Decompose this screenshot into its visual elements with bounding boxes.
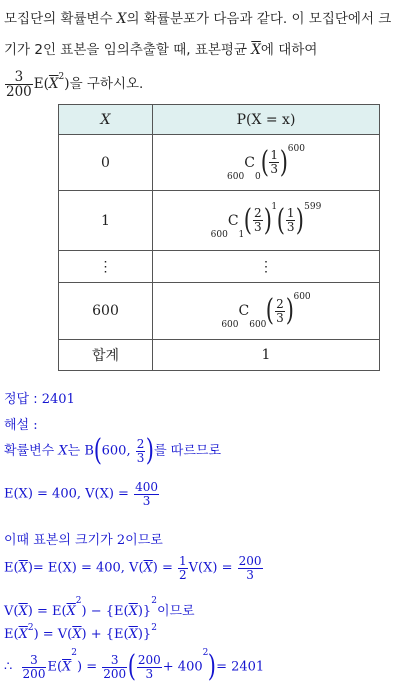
- problem-line-3: $\frac{3}{200}$ $E(\overline{X}^2)$을 구하시오.: [6, 69, 144, 101]
- cell-total-label: 합계: [59, 340, 153, 371]
- solution-step-2: E(X) = 400, V(X) = $\frac{400}{3}$: [4, 480, 158, 508]
- coefficient-fraction: [5, 70, 33, 99]
- table-row: [59, 283, 380, 340]
- table-row: [59, 251, 380, 283]
- answer-line: [4, 388, 396, 407]
- cell-total-value: 1: [153, 340, 380, 371]
- cell-probability: $_{600}C_0$( $\frac{1}{3}$ )$^{600}$: [153, 135, 380, 191]
- probability-distribution-table: [58, 104, 380, 371]
- cell-probability: $_{600}C_1$( $\frac{2}{3}$ )$^1$( $\frac{1}{3}$ )$^{599}$: [153, 191, 380, 251]
- solution-step-1: 확률변수 X는 B(600, $\frac{2}{3}$ )를 따르므로: [4, 433, 222, 468]
- sample-mean-symbol: $\overline{X}$: [48, 76, 59, 93]
- cell-x: 1: [59, 191, 153, 251]
- problem-statement: [4, 4, 396, 99]
- table-header-row: [59, 105, 380, 135]
- problem-text: 모집단의 확률변수: [4, 11, 117, 27]
- cell-probability: ⋮: [153, 251, 380, 283]
- problem-text: 의 확률분포가 다음과 같다. 이 모집단에서 크: [126, 11, 392, 27]
- solution-step-5: $V(\overline{X}) = E(\overline{X}^2) - \{E(\overline{X})\}^2$이므로: [4, 596, 195, 619]
- answer-value: 2401: [41, 392, 75, 407]
- cell-x: ⋮: [59, 251, 153, 283]
- cell-x: 0: [59, 135, 153, 191]
- expectation-symbol: E: [33, 76, 44, 93]
- header-probability: P(X = x): [153, 105, 380, 135]
- table-row: [59, 135, 380, 191]
- answer-label: 정답 :: [4, 392, 42, 407]
- variable-x: X: [116, 11, 127, 27]
- exponent: 2: [58, 72, 65, 82]
- problem-text: 기가 2인 표본을 임의추출할 때, 표본평균: [4, 42, 252, 58]
- explanation-label: 해설 :: [4, 418, 38, 433]
- problem-line-2: [4, 35, 396, 66]
- sample-mean-symbol: $\overline{X}$: [251, 42, 261, 58]
- cell-probability: $_{600}C_{600}$( $\frac{2}{3}$ )$^{600}$: [153, 283, 380, 340]
- fraction-numerator: 3: [5, 70, 33, 85]
- table-row: [59, 191, 380, 251]
- solution-final: ∴ $\frac{3}{200}$ $E(\overline{X}^2)$ = $\frac{3}{200}$ ( $\frac{200}{3}$ + $400^2)= 2401$: [4, 648, 265, 684]
- table-row: [59, 340, 380, 371]
- solution-step-4: $E(\overline{X})= E(X) = 400$, $V(\overline{X})$ = $\frac{1}{2}$ V(X) = $\frac{200}{3}$: [4, 554, 262, 582]
- problem-text: 을 구하시오.: [69, 76, 144, 93]
- problem-line-1: [4, 4, 396, 35]
- solution-step-3: 이때 표본의 크기가 2이므로: [4, 533, 163, 548]
- problem-text: 에 대하여: [260, 42, 318, 58]
- fraction-denominator: 200: [6, 84, 32, 101]
- cell-x: 600: [59, 283, 153, 340]
- header-x: X: [59, 105, 153, 135]
- solution-step-6: $E(\overline{X}^2) = V(\overline{X}) + \{E(\overline{X})\}^2$: [4, 623, 157, 642]
- therefore-symbol: ∴: [4, 659, 13, 675]
